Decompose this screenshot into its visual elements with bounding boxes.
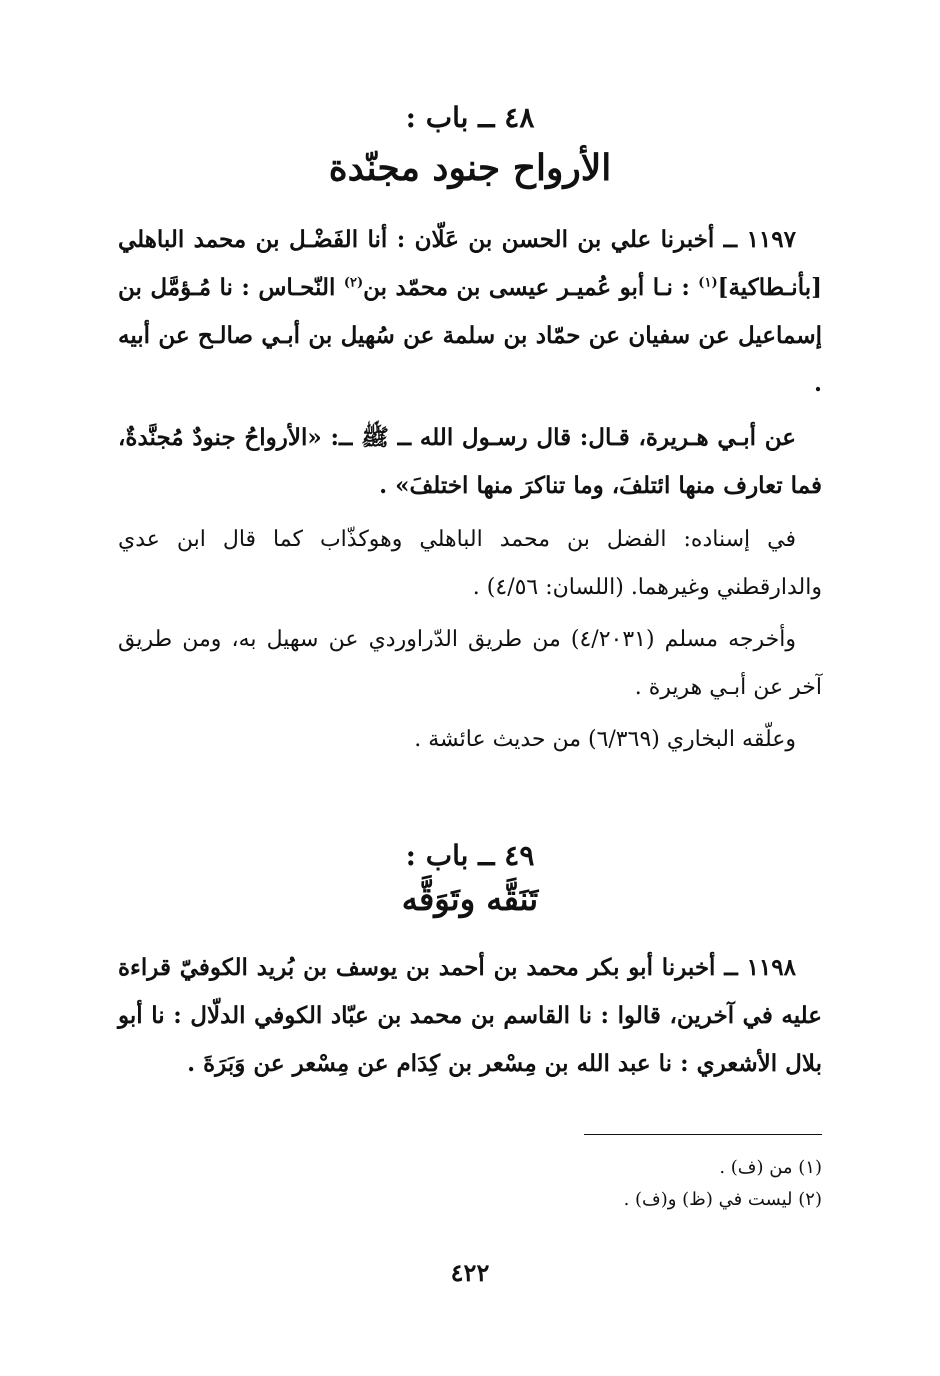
- hadith-1197-isnad-part-3: النّحـاس : نا مُـؤمَّل بن إسماعيل عن سفيان عن حمّاد بن سلمة عن سُهيل بن أبـي صالـح عن أبيه .: [118, 274, 822, 397]
- hadith-1197-isnad-part-1: ١١٩٧ ــ أخبرنا علي بن الحسن بن عَلّان : أنا الفَضْـل بن محمد الباهلي [بأنـطاكية]: [118, 226, 823, 301]
- chapter-48-number: ٤٨ ــ باب :: [405, 101, 535, 134]
- page-number: ٤٢٢: [450, 1258, 490, 1287]
- footnote-ref-2: (٢): [343, 275, 364, 291]
- hadith-1197-matn: عن أبـي هـريرة، قـال: قال رسـول الله ــ ﷺ ــ: «الأرواحُ جنودٌ مُجنَّدةٌ، فما تعارف منها ائتلفَ، وما تناكرَ منها اختلفَ» .: [118, 424, 822, 499]
- note-isnad-critique: في إسناده: الفضل بن محمد الباهلي وهوكذّاب كما قال ابن عدي والدارقطني وغيرهما. (اللسان: ٤/٥٦) .: [118, 527, 822, 600]
- hadith-1197-isnad: [118, 216, 822, 408]
- footnote-ref-1: (١): [698, 275, 718, 291]
- note-bukhari-reference: وعلّقه البخاري (٦/٣٦٩) من حديث عائشة .: [414, 727, 796, 752]
- footnote-1: (١) من (ف) .: [719, 1157, 822, 1178]
- chapter-48-title: الأرواح جنود مجنّدة: [328, 147, 612, 189]
- chapter-49-number: ٤٩ ــ باب :: [405, 839, 535, 872]
- footnotes: [118, 1152, 822, 1216]
- chapter-48-heading: [118, 96, 822, 196]
- chapter-49-title: تَنَقَّه وتَوَقَّه: [401, 880, 539, 918]
- footnote-2: (٢) ليست في (ظ) و(ف) .: [623, 1189, 822, 1210]
- chapter-49-heading: [118, 836, 822, 922]
- hadith-1197-isnad-part-2: : نـا أبو عُميـر عيسى بن محمّد بن: [363, 274, 699, 301]
- hadith-1198-isnad: ١١٩٨ ــ أخبرنا أبو بكر محمد بن أحمد بن يوسف بن بُريد الكوفيّ قراءة عليه في آخرين، قالوا : نا القاسم بن محمد بن عبّاد الكوفي الدلّال : نا أبو بلال الأشعري : نا عبد الله بن مِسْعر بن كِدَام عن مِسْعر عن وَبَرَةَ .: [118, 954, 822, 1077]
- page-body: [118, 96, 822, 1094]
- footnote-divider: [584, 1134, 822, 1135]
- note-muslim-reference: وأخرجه مسلم (٤/٢٠٣١) من طريق الدّراوردي عن سهيل به، ومن طريق آخر عن أبـي هريرة .: [118, 627, 822, 700]
